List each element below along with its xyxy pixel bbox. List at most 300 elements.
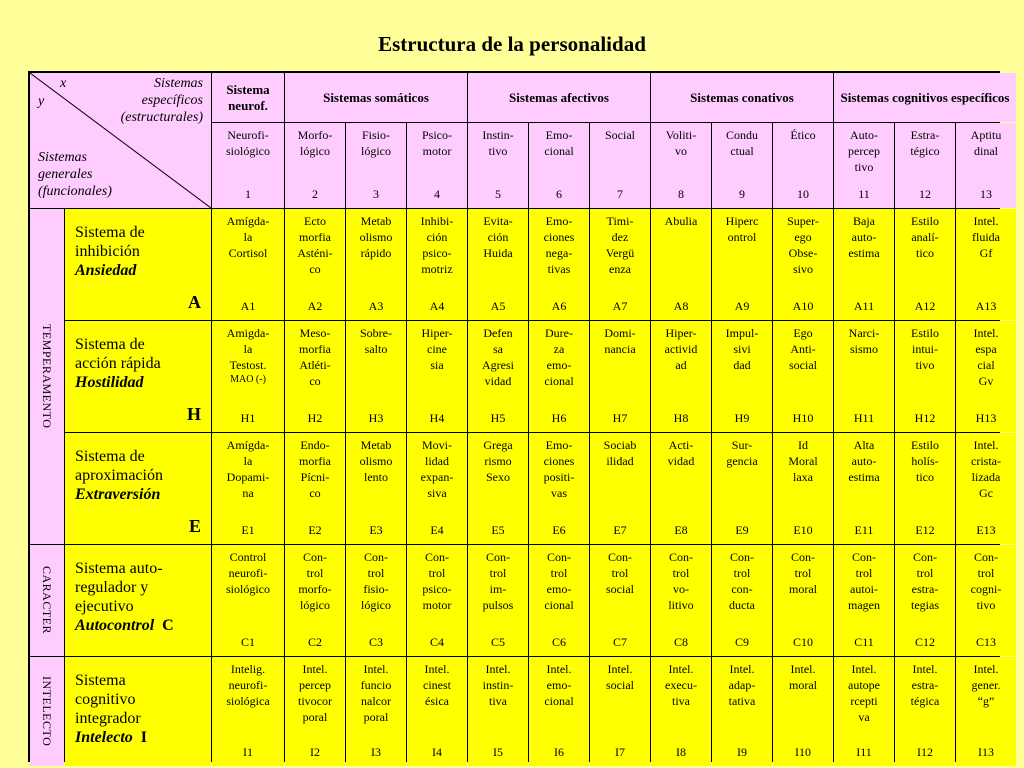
cell-text: Estilo holís- tico <box>910 438 939 484</box>
column-name: Emo- cional <box>544 128 574 158</box>
cell-code: H9 <box>734 411 750 425</box>
cell-text: Hiperc ontrol <box>725 214 759 244</box>
table-cell <box>285 433 345 544</box>
column-name: Morfo- lógico <box>297 128 333 158</box>
column-number: 3 <box>373 187 379 201</box>
cell-content <box>214 549 282 597</box>
cell-code: E4 <box>430 523 444 537</box>
cell-content <box>653 437 709 469</box>
cell-text: Amigda- la Testost. <box>226 326 270 372</box>
cell-text: Con- trol social <box>606 550 634 596</box>
cell-code: H10 <box>792 411 814 425</box>
cell-code: C7 <box>612 635 627 649</box>
system-emphasis-line <box>75 373 203 392</box>
table-cell <box>773 657 833 766</box>
cell-code: H2 <box>307 411 323 425</box>
cell-content <box>958 549 1014 613</box>
column-header <box>956 123 1016 208</box>
table-cell <box>285 209 345 320</box>
cell-code: E7 <box>613 523 627 537</box>
column-header <box>529 123 589 208</box>
cell-text: Defen sa Agresi vidad <box>482 326 514 388</box>
cell-code: E9 <box>735 523 749 537</box>
table-cell <box>468 433 528 544</box>
column-header <box>468 123 528 208</box>
column-number: 2 <box>312 187 318 201</box>
cell-code: H4 <box>429 411 445 425</box>
cell-text: Id Moral laxa <box>788 438 818 484</box>
table-cell <box>834 433 894 544</box>
cell-text: Intelig. neurofi- siológica <box>226 662 270 708</box>
cell-text: Con- trol emo- cional <box>544 550 574 612</box>
cell-content <box>592 549 648 597</box>
cell-code: I3 <box>371 745 381 759</box>
cell-content <box>775 661 831 693</box>
cell-content <box>836 325 892 357</box>
cell-text: Alta auto- estima <box>848 438 880 484</box>
system-emphasis-line <box>75 728 203 747</box>
cell-text: Intel. percep tivocor poral <box>298 662 332 724</box>
cell-code: C1 <box>240 635 255 649</box>
system-name: Sistema de acción rápida <box>75 336 161 372</box>
column-header <box>346 123 406 208</box>
cell-text: Estilo analí- tico <box>910 214 939 260</box>
system-name: Sistema de aproximación <box>75 448 163 484</box>
cell-code: A3 <box>368 299 384 313</box>
table-cell <box>956 545 1016 656</box>
system-letter: H <box>186 404 201 424</box>
system-letter: E <box>188 516 201 536</box>
cell-code: I4 <box>432 745 442 759</box>
column-number: 13 <box>980 187 992 201</box>
cell-content <box>958 661 1014 709</box>
system-row-header <box>65 209 211 320</box>
table-cell <box>895 321 955 432</box>
cell-text: Ego Anti- social <box>789 326 817 372</box>
system-letter: I <box>140 729 147 746</box>
table-cell <box>346 657 406 766</box>
page-title: Estructura de la personalidad <box>378 32 646 56</box>
column-header <box>285 123 345 208</box>
cell-text: Con- trol con- ducta <box>729 550 755 612</box>
table-cell <box>346 321 406 432</box>
cell-content <box>348 437 404 485</box>
table-cell <box>651 657 711 766</box>
table-cell <box>285 657 345 766</box>
group-header: Sistemas conativos <box>651 73 833 122</box>
cell-text: Intel. espa cial Gv <box>973 326 999 388</box>
cell-code: H6 <box>551 411 567 425</box>
cell-code: I9 <box>737 745 747 759</box>
cell-content <box>897 325 953 373</box>
system-row-header <box>65 321 211 432</box>
table-cell <box>529 209 589 320</box>
cell-content <box>214 325 282 386</box>
table-cell <box>285 545 345 656</box>
system-dimension: Intelecto <box>75 729 133 746</box>
table-cell <box>407 209 467 320</box>
corner-x-label: x <box>60 76 67 91</box>
system-letter: A <box>188 292 201 312</box>
cell-text: Con- trol cogni- tivo <box>970 550 1002 612</box>
column-name: Voliti- vo <box>665 128 697 158</box>
cell-code: A2 <box>307 299 323 313</box>
cell-text: Amígda- la Dopami- na <box>226 438 270 500</box>
cell-content <box>214 437 282 501</box>
cell-text: Con- trol estra- tegias <box>911 550 939 612</box>
table-cell <box>956 657 1016 766</box>
table-cell <box>346 545 406 656</box>
cell-note: MAO (-) <box>230 374 266 385</box>
cell-code: I8 <box>676 745 686 759</box>
cell-code: C10 <box>792 635 813 649</box>
cell-text: Intel. crista- lizada Gc <box>971 438 1001 500</box>
table-cell <box>834 657 894 766</box>
table-cell <box>590 657 650 766</box>
cell-content <box>653 549 709 613</box>
cell-content <box>653 661 709 709</box>
cell-code: H8 <box>673 411 689 425</box>
cell-content <box>592 661 648 693</box>
cell-content <box>653 325 709 373</box>
cell-content <box>897 213 953 261</box>
cell-code: E10 <box>793 523 813 537</box>
table-cell <box>956 209 1016 320</box>
table-cell <box>212 209 284 320</box>
cell-text: Con- trol morfo- lógico <box>298 550 332 612</box>
cell-code: H1 <box>240 411 256 425</box>
cell-content <box>958 213 1014 261</box>
cell-code: A9 <box>734 299 750 313</box>
cell-content <box>348 213 404 261</box>
cell-code: C11 <box>854 635 874 649</box>
table-cell <box>956 321 1016 432</box>
cell-text: Emo- ciones nega- tivas <box>543 214 575 276</box>
column-number: 10 <box>797 187 809 201</box>
column-name: Estra- tégico <box>910 128 940 158</box>
cell-text: Acti- vidad <box>667 438 695 468</box>
cell-code: H13 <box>975 411 997 425</box>
table-cell <box>651 209 711 320</box>
table-cell <box>529 545 589 656</box>
personality-table <box>28 71 1010 762</box>
table-cell <box>468 657 528 766</box>
group-header: Sistema neurof. <box>212 73 284 122</box>
group-header: Sistemas cognitivos específicos <box>834 73 1016 122</box>
cell-text: Super- ego Obse- sivo <box>787 214 819 276</box>
cell-content <box>836 437 892 485</box>
table-cell <box>590 321 650 432</box>
cell-content <box>836 549 892 613</box>
table-cell <box>651 433 711 544</box>
cell-code: I12 <box>917 745 933 759</box>
cell-code: A4 <box>429 299 445 313</box>
cell-code: E13 <box>976 523 996 537</box>
cell-text: Intel. execu- tiva <box>665 662 697 708</box>
cell-content <box>714 325 770 373</box>
cell-text: Intel. social <box>606 662 634 692</box>
cell-text: Con- trol moral <box>789 550 817 596</box>
corner-specific-label: Sistemas específicos (estructurales) <box>120 76 203 125</box>
cell-content <box>592 213 648 277</box>
cell-code: H7 <box>612 411 628 425</box>
table-cell <box>651 321 711 432</box>
column-number: 1 <box>245 187 251 201</box>
column-number: 7 <box>617 187 623 201</box>
cell-text: Con- trol autoi- magen <box>848 550 880 612</box>
cell-code: A10 <box>792 299 814 313</box>
table-cell <box>212 433 284 544</box>
cell-content <box>214 661 282 709</box>
group-header: Sistemas afectivos <box>468 73 650 122</box>
cell-content <box>348 549 404 613</box>
column-number: 6 <box>556 187 562 201</box>
cell-content <box>409 661 465 709</box>
column-number: 5 <box>495 187 501 201</box>
cell-content <box>531 437 587 501</box>
cell-code: I13 <box>978 745 994 759</box>
cell-code: I11 <box>856 745 872 759</box>
table-cell <box>895 209 955 320</box>
cell-code: I1 <box>243 745 253 759</box>
cell-text: Movi- lidad expan- siva <box>420 438 454 500</box>
system-dimension: Extraversión <box>75 486 161 503</box>
cell-text: Control neurofi- siológico <box>226 550 270 596</box>
system-emphasis-line <box>75 485 203 504</box>
cell-content <box>409 325 465 373</box>
cell-content <box>958 325 1014 389</box>
column-number: 12 <box>919 187 931 201</box>
side-label-temperamento: TEMPERAMENTO <box>30 209 64 544</box>
cell-code: H12 <box>914 411 936 425</box>
cell-text: Con- trol im- pulsos <box>482 550 514 612</box>
cell-content <box>958 437 1014 501</box>
cell-content <box>653 213 709 229</box>
system-emphasis-line <box>75 261 203 280</box>
cell-text: Metab olismo lento <box>359 438 393 484</box>
table-cell <box>773 209 833 320</box>
cell-text: Hiper- cine sia <box>421 326 453 372</box>
table-cell <box>529 657 589 766</box>
table-cell <box>468 209 528 320</box>
cell-content <box>836 213 892 261</box>
cell-code: A1 <box>240 299 256 313</box>
table-cell <box>212 321 284 432</box>
cell-text: Amígda- la Cortisol <box>226 214 270 260</box>
cell-code: C12 <box>914 635 935 649</box>
table-cell <box>712 657 772 766</box>
table-cell <box>956 433 1016 544</box>
table-cell <box>834 209 894 320</box>
column-name: Auto- percep tivo <box>848 128 880 174</box>
cell-code: A13 <box>975 299 997 313</box>
cell-text: Sociab ilidad <box>603 438 637 468</box>
table-cell <box>712 209 772 320</box>
system-dimension: Autocontrol <box>75 617 155 634</box>
system-row-header <box>65 657 211 766</box>
cell-code: I7 <box>615 745 625 759</box>
cell-code: C3 <box>368 635 383 649</box>
cell-code: H11 <box>853 411 875 425</box>
cell-text: Domi- nancia <box>604 326 636 356</box>
cell-text: Intel. adap- tativa <box>728 662 756 708</box>
table-cell <box>590 433 650 544</box>
table-cell <box>407 657 467 766</box>
table-cell <box>407 433 467 544</box>
cell-content <box>470 661 526 709</box>
corner-y-label: y <box>38 94 45 109</box>
cell-text: Intel. moral <box>789 662 817 692</box>
cell-content <box>287 661 343 725</box>
cell-text: Grega rismo Sexo <box>483 438 513 484</box>
cell-text: Intel. autope rcepti va <box>848 662 880 724</box>
column-number: 4 <box>434 187 440 201</box>
cell-code: C5 <box>490 635 505 649</box>
cell-content <box>409 213 465 277</box>
table-cell <box>212 545 284 656</box>
cell-content <box>714 661 770 709</box>
cell-code: E8 <box>674 523 688 537</box>
table-cell <box>834 321 894 432</box>
system-name: Sistema auto- regulador y ejecutivo <box>75 560 163 615</box>
side-label-caracter: CARACTER <box>30 545 64 656</box>
cell-content <box>470 437 526 485</box>
cell-text: Impul- sivi dad <box>725 326 759 372</box>
table-cell <box>590 209 650 320</box>
cell-text: Ecto morfia Asténi- co <box>297 214 333 276</box>
table-cell <box>407 321 467 432</box>
cell-text: Abulia <box>664 214 698 228</box>
cell-content <box>714 437 770 469</box>
table-cell <box>895 545 955 656</box>
cell-content <box>897 549 953 613</box>
column-name: Aptitu dinal <box>970 128 1002 158</box>
system-name: Sistema de inhibición <box>75 224 145 260</box>
column-name: Psico- motor <box>422 128 452 158</box>
column-header <box>773 123 833 208</box>
cell-content <box>531 213 587 277</box>
cell-code: A6 <box>551 299 567 313</box>
cell-code: I5 <box>493 745 503 759</box>
cell-code: C2 <box>307 635 322 649</box>
cell-text: Con- trol fisio- lógico <box>361 550 391 612</box>
cell-content <box>775 437 831 485</box>
table-cell <box>834 545 894 656</box>
cell-text: Estilo intui- tivo <box>910 326 939 372</box>
table-cell <box>212 657 284 766</box>
column-name: Ético <box>790 128 816 142</box>
cell-code: E6 <box>552 523 566 537</box>
cell-content <box>287 437 343 501</box>
cell-content <box>775 549 831 597</box>
cell-code: E5 <box>491 523 505 537</box>
cell-text: Intel. fluida Gf <box>972 214 1000 260</box>
column-name: Instin- tivo <box>482 128 514 158</box>
system-letter: C <box>162 617 174 634</box>
cell-text: Hiper- activid ad <box>664 326 698 372</box>
system-row-header <box>65 433 211 544</box>
cell-code: I6 <box>554 745 564 759</box>
cell-content <box>287 549 343 613</box>
cell-content <box>714 549 770 613</box>
column-name: Neurofi- siológico <box>226 128 270 158</box>
table-cell <box>895 433 955 544</box>
system-row-header <box>65 545 211 656</box>
cell-content <box>531 661 587 709</box>
table-cell <box>773 321 833 432</box>
table-cell <box>529 433 589 544</box>
column-header <box>212 123 284 208</box>
column-number: 8 <box>678 187 684 201</box>
table-cell <box>468 545 528 656</box>
table-cell <box>651 545 711 656</box>
column-header <box>834 123 894 208</box>
table-cell <box>590 545 650 656</box>
cell-content <box>897 437 953 485</box>
cell-code: E11 <box>854 523 874 537</box>
cell-text: Intel. estra- tégica <box>910 662 940 708</box>
table-cell <box>468 321 528 432</box>
cell-content <box>714 213 770 245</box>
cell-content <box>348 661 404 725</box>
table-cell <box>407 545 467 656</box>
cell-text: Emo- ciones positi- vas <box>543 438 575 500</box>
system-name: Sistema cognitivo integrador <box>75 672 141 727</box>
cell-text: Sobre- salto <box>360 326 392 356</box>
cell-text: Intel. gener. “g” <box>971 662 1001 708</box>
cell-text: Dure- za emo- cional <box>544 326 574 388</box>
system-emphasis-line <box>75 616 203 635</box>
corner-cell <box>30 73 211 208</box>
cell-code: A5 <box>490 299 506 313</box>
cell-text: Baja auto- estima <box>848 214 880 260</box>
cell-content <box>470 213 526 261</box>
system-dimension: Hostilidad <box>75 374 144 391</box>
cell-content <box>897 661 953 709</box>
cell-content <box>214 213 282 261</box>
column-header <box>651 123 711 208</box>
cell-code: H3 <box>368 411 384 425</box>
cell-text: Intel. emo- cional <box>544 662 574 708</box>
table-cell <box>712 545 772 656</box>
column-header <box>712 123 772 208</box>
cell-content <box>470 549 526 613</box>
cell-content <box>836 661 892 725</box>
cell-content <box>531 325 587 389</box>
table-cell <box>529 321 589 432</box>
table-cell <box>895 657 955 766</box>
cell-code: C9 <box>734 635 749 649</box>
corner-general-label: Sistemas generales (funcionales) <box>38 150 112 199</box>
cell-text: Intel. funcio nalcor poral <box>360 662 392 724</box>
column-number: 9 <box>739 187 745 201</box>
table-cell <box>773 545 833 656</box>
table-cell <box>346 209 406 320</box>
cell-code: I2 <box>310 745 320 759</box>
cell-code: A7 <box>612 299 628 313</box>
group-header: Sistemas somáticos <box>285 73 467 122</box>
system-dimension: Ansiedad <box>75 262 137 279</box>
column-name: Fisio- lógico <box>361 128 391 158</box>
cell-text: Timi- dez Vergü enza <box>605 214 635 276</box>
cell-content <box>592 325 648 357</box>
column-number: 11 <box>858 187 870 201</box>
table-cell <box>285 321 345 432</box>
cell-code: I10 <box>795 745 811 759</box>
column-header <box>590 123 650 208</box>
cell-content <box>287 325 343 389</box>
cell-content <box>592 437 648 469</box>
